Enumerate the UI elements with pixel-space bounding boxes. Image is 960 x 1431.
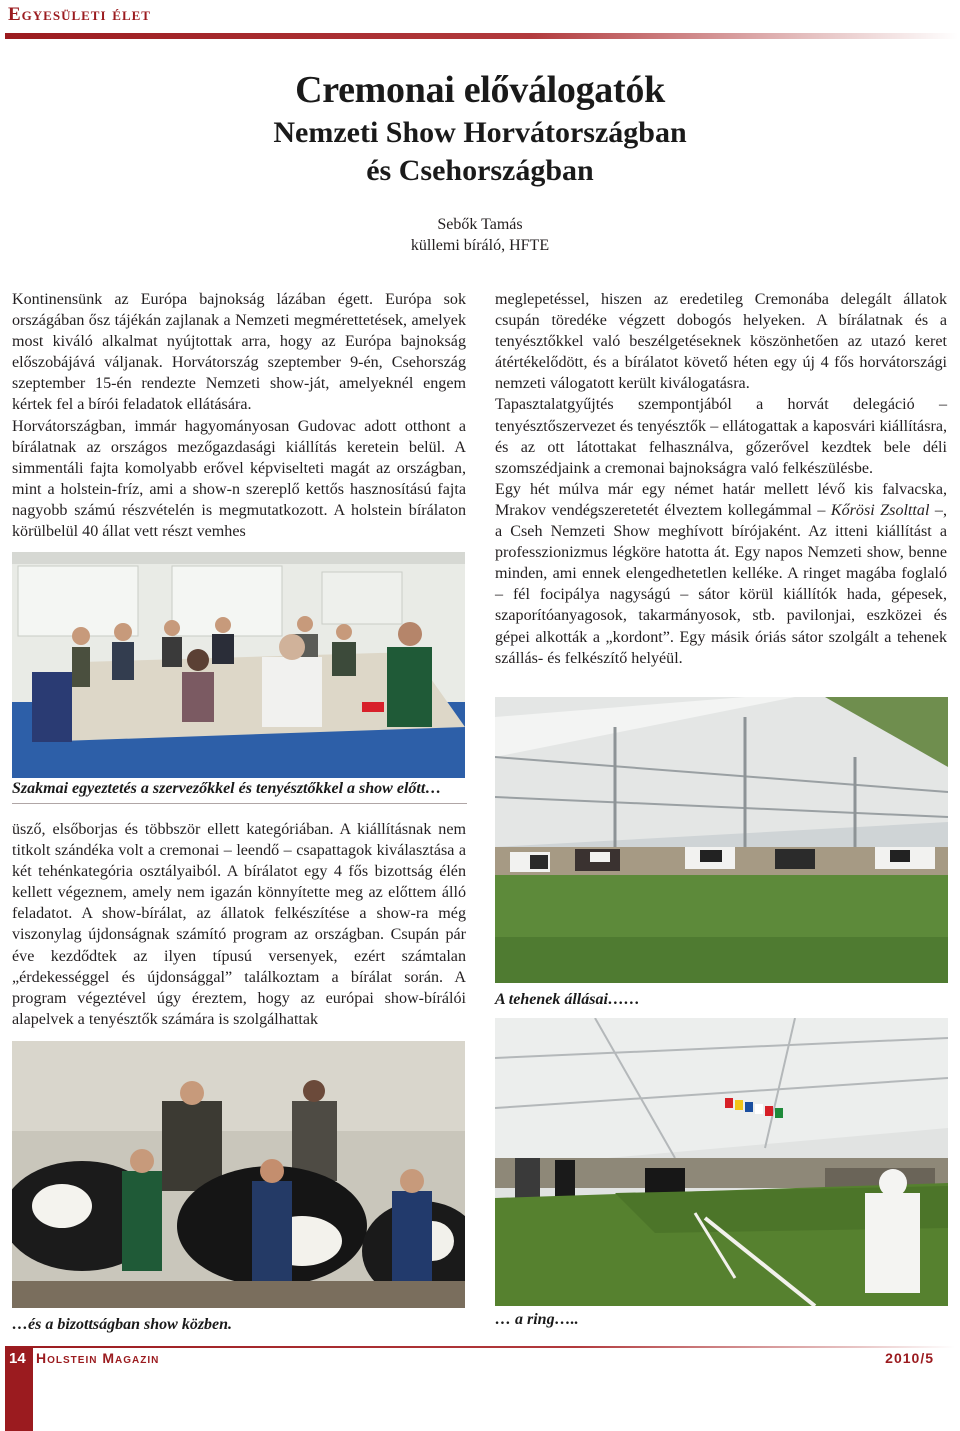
paragraph — [495, 479, 947, 669]
article-subtitle-line2: és Csehországban — [366, 154, 594, 187]
photo-ring-caption: … a ring….. — [495, 1311, 579, 1328]
article-subtitle-line1: Nemzeti Show Horvátországban — [273, 116, 687, 149]
photo-meeting — [12, 552, 465, 778]
section-title: Egyesületi élet — [8, 4, 151, 25]
page-number: 14 — [9, 1350, 26, 1367]
body-column-right — [495, 289, 947, 669]
photo-barn-caption: A tehenek állásai…… — [495, 991, 640, 1008]
photo-barn-tent — [495, 697, 948, 983]
magazine-name: Holstein Magazin — [36, 1350, 160, 1366]
photo-cows-committee — [12, 1041, 465, 1308]
footer-rule — [5, 1346, 955, 1348]
paragraph: Tapasztalatgyűjtés szempontjából a horvát delegáció – tenyésztőszervezet és tenyésztők – ellátogattak a kaposvári kiállításra, és az ott látottakat felhasználva, gőzerővel kezdtek bele déli szomszédjaink a cremonai bajnokságra való felkészülésbe. — [495, 396, 947, 477]
paragraph-text: –, a Cseh Nemzeti Show meghívott bírójaként. Az itteni kiállítást a professzionizmus légköre hatotta át. Egy napos Nemzeti show, benne minden, ami ennek elengedhetetlen kelléke. A ringet magába foglaló – fél focipálya nagyságú – sátor körül kiállítók hada, gépesek, szaporítóanyagosok, takarmányosok, stb. pavilonjai, eszközei és gépei alkották a „kordont”. Egy másik óriás sátor szolgált a tehenek szállás- és felkészítő helyéül. — [495, 501, 948, 667]
photo-cows-illustration — [12, 1041, 465, 1308]
caption-divider — [12, 803, 467, 804]
author-name: Sebők Tamás — [437, 216, 523, 233]
body-column-left-bottom — [12, 819, 466, 1030]
photo-show-ring — [495, 1018, 948, 1306]
article-title: Cremonai előválogatók — [295, 69, 665, 111]
paragraph: Horvátországban, immár hagyományosan Gudovac adott otthont a bírálatnak az országos mezőgazdasági kiállítás keretein belül. A simmentáli fajta komolyabb erővel képviselteti magát az országban, mint a holstein-fríz, ami a show-n szereplő kettős hasznosítású fajta nagyobb számú részvételén is megmutatkozott. A holstein bírálaton körülbelül 40 állat vett részt vemhes — [12, 417, 466, 541]
paragraph: Kontinensünk az Európa bajnokság lázában égett. Európa sok országában ősz tájékán zajlanak a Nemzeti megmérettetések, amelyek most kiváló alkalmat nyújtottak arra, hogy az Európa bajnokság előszobájává váljanak. Horvátország szeptember 9-én, Csehország szeptember 15-én rendezte Nemzeti show-ját, amelyeknél engem kértek fel a bírói feladatok ellátására. — [12, 291, 466, 414]
body-column-left-top — [12, 289, 466, 542]
paragraph-text: Egy hét múlva már egy német határ mellett lévő kis falvacska, Mrakov vendégszeretetét élveztem kollegámmal – — [495, 480, 947, 519]
photo-ring-illustration — [495, 1018, 948, 1306]
author-role: küllemi bíráló, HFTE — [410, 237, 550, 254]
photo-barn-illustration — [495, 697, 948, 983]
paragraph: üsző, elsőborjas és többször ellett kategóriában. A kiállításnak nem titkolt szándéka volt a cremonai – leendő – csapattagok kiválasztása a két tehénkategória osztályaiból. A bírálatot egy 4 fős bizottság élén kellett végeznem, amely nem igazán könnyítette meg az előttem álló feladatot. A show-bírálat, az állatok felkészítése a show-ra még viszonylag újdonságnak számító program az országban. Csupán pár éve kezdődtek az ilyen típusú versenyek, ezért számtalan „érdekességgel és újdonsággal” találkoztam a bírálat során. A program végeztével úgy éreztem, hogy az európai show-bírálói alapelvek a tenyésztők számára is szolgálhattak — [12, 821, 466, 1028]
issue-number: 2010/5 — [885, 1350, 934, 1366]
paragraph: meglepetéssel, hiszen az eredetileg Cremonába delegált állatok csupán töredéke végzett dobogós helyeken. A bírálatnak és a tenyésztőkkel való beszélgetéseknek köszönhetően az utazó keret átértékelődött, és a bírálatot követő héten egy új 4 fős horvátországi nemzeti válogatott került kiválogatásra. — [495, 291, 947, 393]
photo-meeting-caption: Szakmai egyeztetés a szervezőkkel és tenyésztőkkel a show előtt… — [12, 780, 442, 797]
photo-meeting-illustration — [12, 552, 465, 778]
person-name: Kőrösi Zsolttal — [830, 501, 930, 519]
photo-cows-caption: …és a bizottságban show közben. — [12, 1316, 233, 1333]
header-rule — [5, 33, 958, 39]
